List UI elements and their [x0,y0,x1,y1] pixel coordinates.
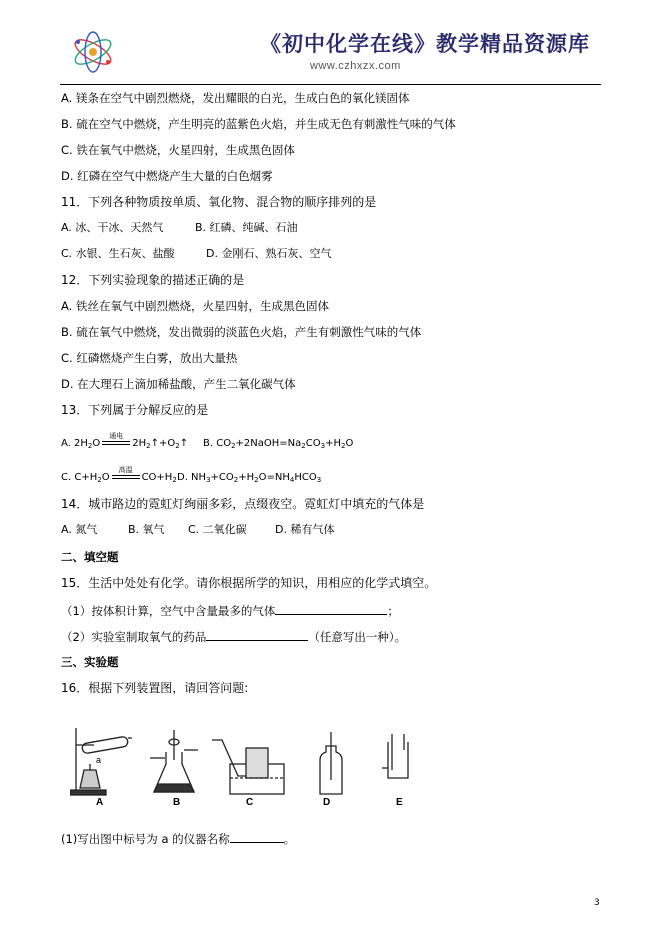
q13-option-d: D. $NH_3+CO_2+H_2O=NH_4HCO_3$ [177,472,322,484]
apparatus-label-a: A [96,797,104,808]
atom-logo-icon [68,26,118,78]
apparatus-e-gas-bottle [382,734,408,778]
q14-option-c: C. 二氧化碳 [188,523,247,536]
q15-part1-text: （1）按体积计算，空气中含量最多的气体 [61,604,276,618]
q11-option-b: B. 红磷、纯碱、石油 [195,221,298,234]
q14-option-d: D. 稀有气体 [275,523,335,536]
header-url: www.czhxzx.com [310,60,401,72]
q11-option-c: C. 水银、生石灰、盐酸 [61,247,175,260]
q10-option-b: B. 硫在空气中燃烧，产生明亮的蓝紫色火焰，并生成无色有刺激性气味的气体 [61,117,456,131]
q16-part1-end: 。 [283,832,296,846]
q13-option-c: C. $C+H_2O$ 高温 $CO+H_2$ [61,471,177,487]
apparatus-c-water-trough [212,740,284,794]
apparatus-diagram [70,720,430,840]
q13-condition-a-text: 通电 [109,432,124,440]
q14-option-b: B. 氧气 [128,523,165,536]
q14-option-a: A. 氮气 [61,523,98,536]
q11-option-a: A. 冰、干冰、天然气 [61,221,164,234]
q13-reaction-condition-c [110,466,142,485]
q10-option-a: A. 镁条在空气中剧烈燃烧，发出耀眼的白光，生成白色的氧化镁固体 [61,91,410,105]
apparatus-label-c: C [246,797,254,808]
apparatus-label-d: D [323,797,331,808]
header-title: 《初中化学在线》教学精品资源库 [260,31,590,56]
apparatus-label-b: B [173,797,181,808]
q13-option-d-label: D. NH [177,472,207,483]
section-fill-in-heading: 二、填空题 [61,550,119,564]
apparatus-d-gas-bottle [320,732,342,794]
q15-part1 [61,602,399,618]
q16-part1 [61,830,295,846]
page-header [60,22,601,84]
q15-part2-blank[interactable] [206,628,308,641]
q13-option-a: A. $2H_2O$ 通电 $2H_2↑+O_2↑$ [61,437,188,453]
q11-option-d: D. 金刚石、熟石灰、空气 [206,247,332,260]
q15-part1-end: ； [387,604,399,618]
apparatus-label-e: E [396,797,403,808]
page-number: 3 [594,898,600,908]
q10-option-d: D. 红磷在空气中燃烧产生大量的白色烟雾 [61,169,273,183]
q11-stem: 11．下列各种物质按单质、氧化物、混合物的顺序排列的是 [61,195,377,209]
q15-stem: 15．生活中处处有化学。请你根据所学的知识，用相应的化学式填空。 [61,576,437,590]
section-experiment-heading: 三、实验题 [61,655,119,669]
q15-part2-text: （2）实验室制取氧气的药品 [61,630,207,644]
q13-stem: 13．下列属于分解反应的是 [61,403,209,417]
q12-option-a: A. 铁丝在氧气中剧烈燃烧，火星四射，生成黑色固体 [61,299,329,313]
q13-condition-c-text: 高温 [118,466,133,474]
q16-part1-blank[interactable] [230,830,284,843]
q12-option-d: D. 在大理石上滴加稀盐酸，产生二氧化碳气体 [61,377,296,391]
apparatus-b-flask [150,730,198,792]
q12-option-b: B. 硫在氧气中燃烧，发出微弱的淡蓝色火焰，产生有刺激性气味的气体 [61,325,422,339]
q15-part2 [61,628,406,644]
q16-part1-text: (1)写出图中标号为 a 的仪器名称 [61,832,230,846]
apparatus-mark-a: a [96,755,102,765]
q13-option-c-label: C. C+H [61,472,98,483]
q13-option-b-label: B. CO [203,438,232,449]
q14-stem: 14．城市路边的霓虹灯绚丽多彩，点缀夜空。霓虹灯中填充的气体是 [61,497,425,511]
q12-option-c: C. 红磷燃烧产生白雾，放出大量热 [61,351,238,365]
q13-option-a-label: A. 2H [61,438,88,449]
header-divider [60,84,601,85]
q15-part2-end: （任意写出一种）。 [308,630,407,644]
q10-option-c: C. 铁在氧气中燃烧，火星四射，生成黑色固体 [61,143,295,157]
q12-stem: 12．下列实验现象的描述正确的是 [61,273,245,287]
q13-reaction-condition-a [100,432,132,451]
q16-stem: 16．根据下列装置图，请回答问题: [61,681,249,695]
q13-option-b: B. $CO_2+2NaOH=Na_2CO_3+H_2O$ [203,438,354,450]
q15-part1-blank[interactable] [275,602,387,615]
